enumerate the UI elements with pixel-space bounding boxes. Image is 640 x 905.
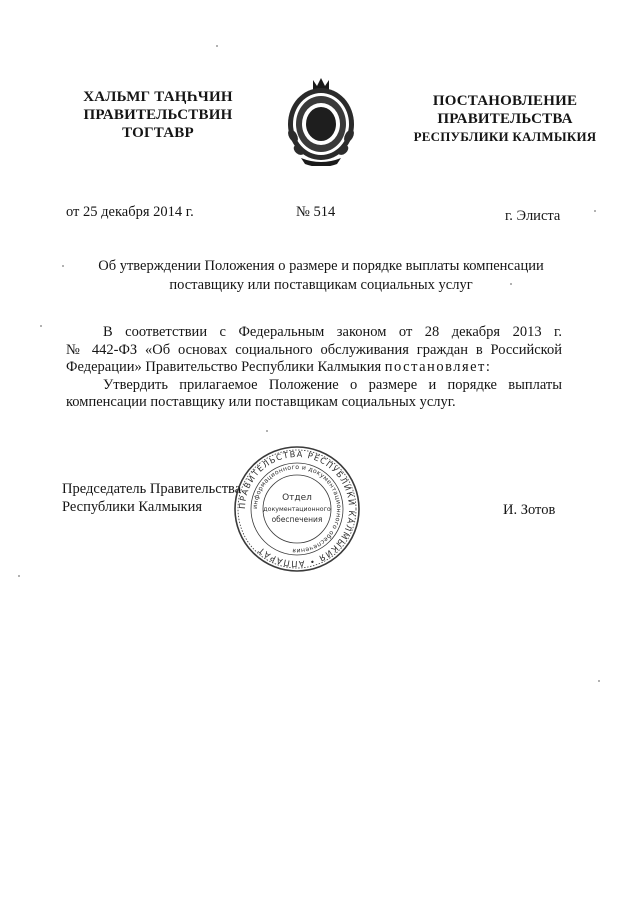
scan-speck <box>62 265 64 267</box>
header-right-line-2: ПРАВИТЕЛЬСТВА <box>437 111 573 127</box>
header-left-line-2: ПРАВИТЕЛЬСТВИН <box>83 107 233 123</box>
header-left-line-1: ХАЛЬМГ ТАҢҺЧИН <box>83 89 233 105</box>
signer-position <box>62 480 241 516</box>
header-left-kalmyk <box>58 88 258 142</box>
stamp-inner-ring-text: информационного и документационного обеспечения <box>251 463 343 555</box>
scan-speck <box>594 210 596 212</box>
body-line-4: Утвердить прилагаемое Положение о размере и порядке выплаты <box>103 376 562 393</box>
body-decree-word: постановляет: <box>384 359 492 375</box>
document-title <box>76 257 566 295</box>
header-right-line-1: ПОСТАНОВЛЕНИЕ <box>432 93 578 109</box>
document-date: от 25 декабря 2014 г. <box>66 204 194 220</box>
stamp-center-line-1: Отдел <box>282 493 312 503</box>
header-right-line-3: РЕСПУБЛИКИ КАЛМЫКИЯ <box>413 129 597 144</box>
title-line-2: поставщику или поставщикам социальных услуг <box>169 277 473 293</box>
stamp-center-line-2: документационного <box>263 506 331 513</box>
document-body <box>66 324 562 412</box>
document-number: № 514 <box>296 204 336 220</box>
header-right-russian <box>410 92 600 146</box>
scan-speck <box>18 575 20 577</box>
stamp-center-line-3: обеспечения <box>271 515 323 524</box>
signer-position-line-2: Республики Калмыкия <box>62 499 203 515</box>
body-line-1: В соответствии с Федеральным законом от 28 декабря 2013 г. <box>103 324 562 340</box>
scan-speck <box>266 430 268 432</box>
stamp-ring-text: ПРАВИТЕЛЬСТВА РЕСПУБЛИКИ КАЛМЫКИЯ • АППАРАТ <box>236 448 358 570</box>
scan-speck <box>598 680 600 682</box>
document-city: г. Элиста <box>505 208 561 224</box>
official-stamp <box>232 444 362 574</box>
scan-speck <box>216 45 218 47</box>
body-line-3 <box>66 359 562 377</box>
body-line-5: компенсации поставщику или поставщикам социальных услуг. <box>66 394 456 410</box>
scan-speck <box>40 325 42 327</box>
signer-name: И. Зотов <box>503 502 556 518</box>
title-line-1: Об утверждении Положения о размере и порядке выплаты компенсации <box>98 258 544 274</box>
body-line-3-text: Федерации» Правительство Республики Калмыкия <box>66 359 382 375</box>
signer-position-line-1: Председатель Правительства <box>62 481 242 497</box>
emblem-icon <box>283 74 359 166</box>
header-left-line-3: ТОГТАВР <box>122 125 194 141</box>
scan-speck <box>510 283 512 285</box>
body-line-2: № 442-ФЗ «Об основах социального обслуживания граждан в Российской <box>66 341 562 358</box>
